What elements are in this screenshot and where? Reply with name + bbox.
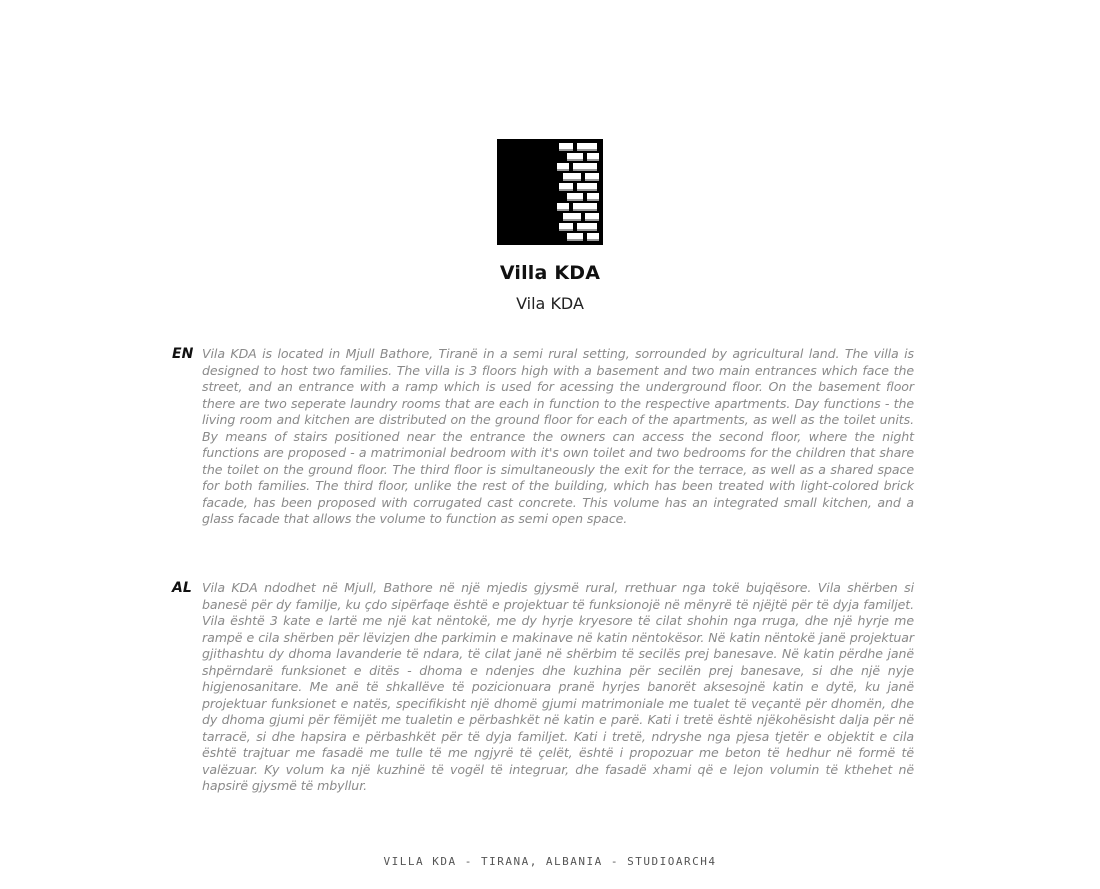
brick-wall-logo-icon <box>497 139 603 245</box>
description-al <box>172 580 914 795</box>
page-footer: VILLA KDA - TIRANA, ALBANIA - STUDIOARCH4 <box>383 855 717 868</box>
language-code-en: EN <box>172 346 194 362</box>
language-code-al: AL <box>172 580 192 596</box>
page-subtitle: Vila KDA <box>516 294 584 313</box>
description-text-al: Vila KDA ndodhet në Mjull, Bathore në një mjedis gjysmë rural, rrethuar nga tokë bujqësore. Vila shërben si banesë për dy familje, ku çdo sipërfaqe është e projektuar të funksionojë në mënyrë të njëjtë për të dyja familjet. Vila është 3 kate e lartë me një kat nëntokë, me dy hyrje kryesore të cilat shohin nga rruga, dhe një hyrje me rampë e cila shërben për lëvizjen dhe parkimin e makinave në katin nëntokësor. Në katin nëntokë janë projektuar gjithashtu dy dhoma lavanderie të ndara, të cilat janë në shërbim të secilës prej banesave. Në katin përdhe janë shpërndarë funksionet e ditës - dhoma e ndenjes dhe kuzhina për secilën prej banesave, si dhe një nyje higjenosanitare. Me anë të shkallëve të pozicionuara pranë hyrjes banorët aksesojnë katin e dytë, ku janë projektuar funksionet e natës, specifikisht një dhomë gjumi matrimoniale me tualet të veçantë për dhomën, dhe dy dhoma gjumi për fëmijët me tualetin e përbashkët në katin e parë. Kati i tretë është njëkohësisht dalja për në tarracë, si dhe hapsira e përbashkët për të dyja familjet. Kati i tretë, ndryshe nga pjesa tjetër e objektit e cila është trajtuar me fasadë me tulle të me ngjyrë të çelët, është i propozuar me beton të hedhur në formë të valëzuar. Ky volum ka një kuzhinë të vogël të integruar, dhe fasadë xhami që e lejon volumin të kthehet në hapsirë gjysmë të mbyllur. <box>202 580 914 793</box>
description-en <box>172 346 914 528</box>
page-title: Villa KDA <box>499 262 601 284</box>
description-text-en: Vila KDA is located in Mjull Bathore, Tiranë in a semi rural setting, sorrounded by agricultural land. The villa is designed to host two families. The villa is 3 floors high with a basement and two main entrances which face the street, and an entrance with a ramp which is used for acessing the underground floor. On the basement floor there are two seperate laundry rooms that are each in function to the respective apartments. Day functions - the living room and kitchen are distributed on the ground floor for each of the apartments, as well as the toilet units. By means of stairs positioned near the entrance the owners can access the second floor, where the night functions are proposed - a matrimonial bedroom with it's own toilet and two bedrooms for the children that share the toilet on the ground floor. The third floor is simultaneously the exit for the terrace, as well as a shared space for both families. The third floor, unlike the rest of the building, which has been treated with light-colored brick facade, has been proposed with corrugated cast concrete. This volume has an integrated small kitchen, and a glass facade that allows the volume to function as semi open space. <box>202 346 914 526</box>
